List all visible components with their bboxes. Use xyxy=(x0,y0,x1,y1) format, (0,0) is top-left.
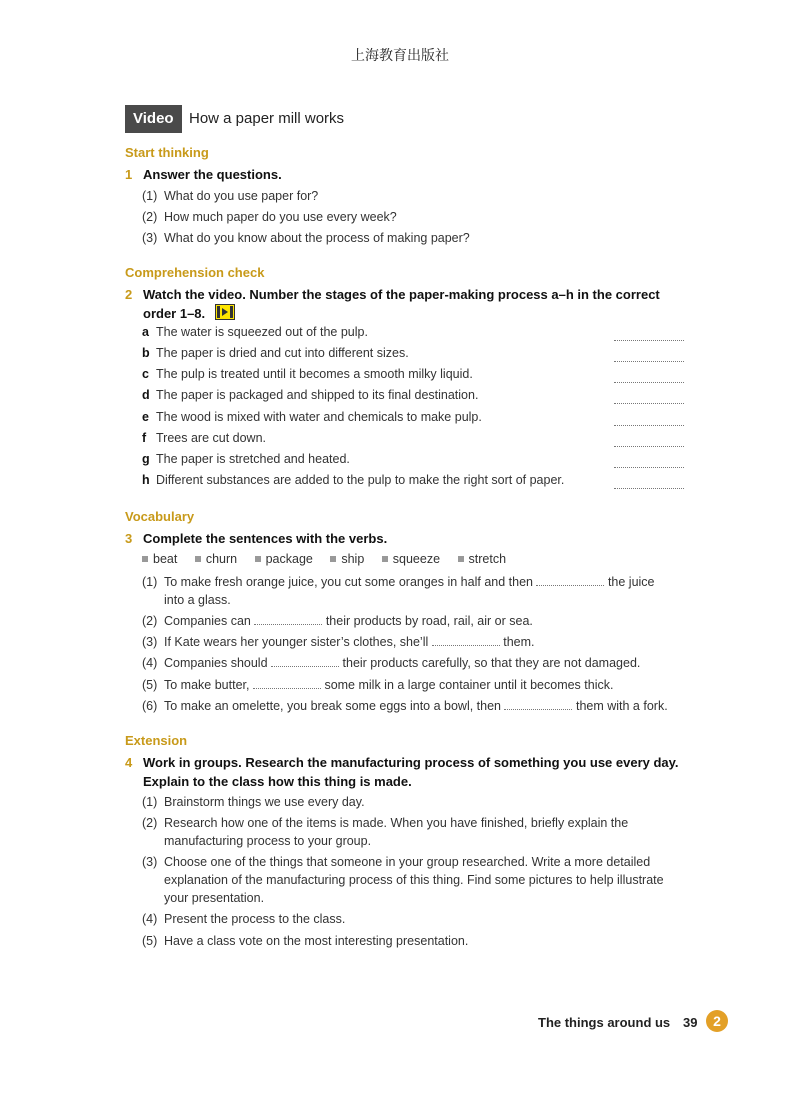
section-heading-start-thinking: Start thinking xyxy=(125,145,209,160)
video-icon[interactable] xyxy=(215,304,235,320)
word-box xyxy=(142,552,520,566)
list-item: b The paper is dried and cut into different sizes. xyxy=(142,346,409,360)
word-chip: squeeze xyxy=(382,552,440,566)
list-item: (4) Companies should their products carefully, so that they are not damaged. xyxy=(142,656,641,670)
list-item: f Trees are cut down. xyxy=(142,431,267,445)
video-title: How a paper mill works xyxy=(189,110,345,127)
section-heading-comprehension: Comprehension check xyxy=(125,265,265,280)
word-chip: stretch xyxy=(458,552,507,566)
word-chip: churn xyxy=(195,552,237,566)
section-heading-extension: Extension xyxy=(125,733,188,748)
page-number: 39 xyxy=(683,1015,698,1030)
question-2 xyxy=(125,285,685,323)
list-item: c The pulp is treated until it becomes a smooth milky liquid. xyxy=(142,367,473,381)
fill-blank[interactable] xyxy=(504,699,572,710)
answer-blank[interactable] xyxy=(614,403,684,404)
answer-blank[interactable] xyxy=(614,467,684,468)
question-instruction: Work in groups. Research the manufacturing process of something you use every day. xyxy=(143,755,679,770)
video-tag: Video xyxy=(125,105,182,133)
list-item: g The paper is stretched and heated. xyxy=(142,452,350,466)
section-heading-vocabulary: Vocabulary xyxy=(125,509,195,524)
question-1 xyxy=(125,165,685,184)
list-item: (1) What do you use paper for? xyxy=(142,189,319,203)
fill-blank[interactable] xyxy=(432,635,500,646)
question-instruction: Watch the video. Number the stages of the paper-making process a–h in the correct xyxy=(143,287,660,302)
list-item: (3) If Kate wears her younger sister’s clothes, she’ll them. xyxy=(142,635,535,649)
question-number: 3 xyxy=(125,531,133,546)
list-item: (5) To make butter, some milk in a large container until it becomes thick. xyxy=(142,678,614,692)
list-item: a The water is squeezed out of the pulp. xyxy=(142,325,368,339)
publisher-name: 上海教育出版社 xyxy=(351,48,449,64)
word-chip: beat xyxy=(142,552,177,566)
answer-blank[interactable] xyxy=(614,340,684,341)
list-item: d The paper is packaged and shipped to its final destination. xyxy=(142,388,479,402)
fill-blank[interactable] xyxy=(254,614,322,625)
question-instruction: Answer the questions. xyxy=(143,167,282,182)
fill-blank[interactable] xyxy=(253,678,321,689)
question-3 xyxy=(125,529,685,548)
question-number: 1 xyxy=(125,167,133,182)
word-chip: package xyxy=(255,552,313,566)
answer-blank[interactable] xyxy=(614,425,684,426)
answer-blank[interactable] xyxy=(614,488,684,489)
answer-blank[interactable] xyxy=(614,361,684,362)
list-item: (5) Have a class vote on the most interesting presentation. xyxy=(142,934,469,948)
list-item: (2) Research how one of the items is made. When you have finished, briefly explain the manufacturing process to your group. xyxy=(142,816,629,848)
word-chip: ship xyxy=(330,552,364,566)
list-item: (3) Choose one of the things that someone in your group researched. Write a more detailed explanation of the manufacturing process of this thing. Find some pictures to help illustrate your presentation. xyxy=(142,855,664,905)
list-item: (3) What do you know about the process of making paper? xyxy=(142,231,470,245)
list-item: (2) Companies can their products by road, rail, air or sea. xyxy=(142,614,533,628)
list-item: (4) Present the process to the class. xyxy=(142,912,346,926)
list-item: (6) To make an omelette, you break some eggs into a bowl, then them with a fork. xyxy=(142,699,668,713)
chapter-badge: 2 xyxy=(706,1010,728,1032)
footer-unit-title: The things around us xyxy=(538,1015,671,1030)
answer-blank[interactable] xyxy=(614,446,684,447)
list-item: (1) To make fresh orange juice, you cut some oranges in half and then the juice into a glass. xyxy=(142,575,655,607)
fill-blank[interactable] xyxy=(536,575,604,586)
list-item: (1) Brainstorm things we use every day. xyxy=(142,795,365,809)
question-instruction: Complete the sentences with the verbs. xyxy=(143,531,388,546)
list-item: h Different substances are added to the pulp to make the right sort of paper. xyxy=(142,473,565,487)
list-item: (2) How much paper do you use every week? xyxy=(142,210,397,224)
question-instruction-cont: order 1–8. xyxy=(143,306,206,321)
list-item: e The wood is mixed with water and chemicals to make pulp. xyxy=(142,410,482,424)
question-number: 2 xyxy=(125,287,133,302)
fill-blank[interactable] xyxy=(271,656,339,667)
question-number: 4 xyxy=(125,755,133,770)
question-instruction-cont: Explain to the class how this thing is made. xyxy=(143,774,412,789)
answer-blank[interactable] xyxy=(614,382,684,383)
question-4 xyxy=(125,753,685,791)
